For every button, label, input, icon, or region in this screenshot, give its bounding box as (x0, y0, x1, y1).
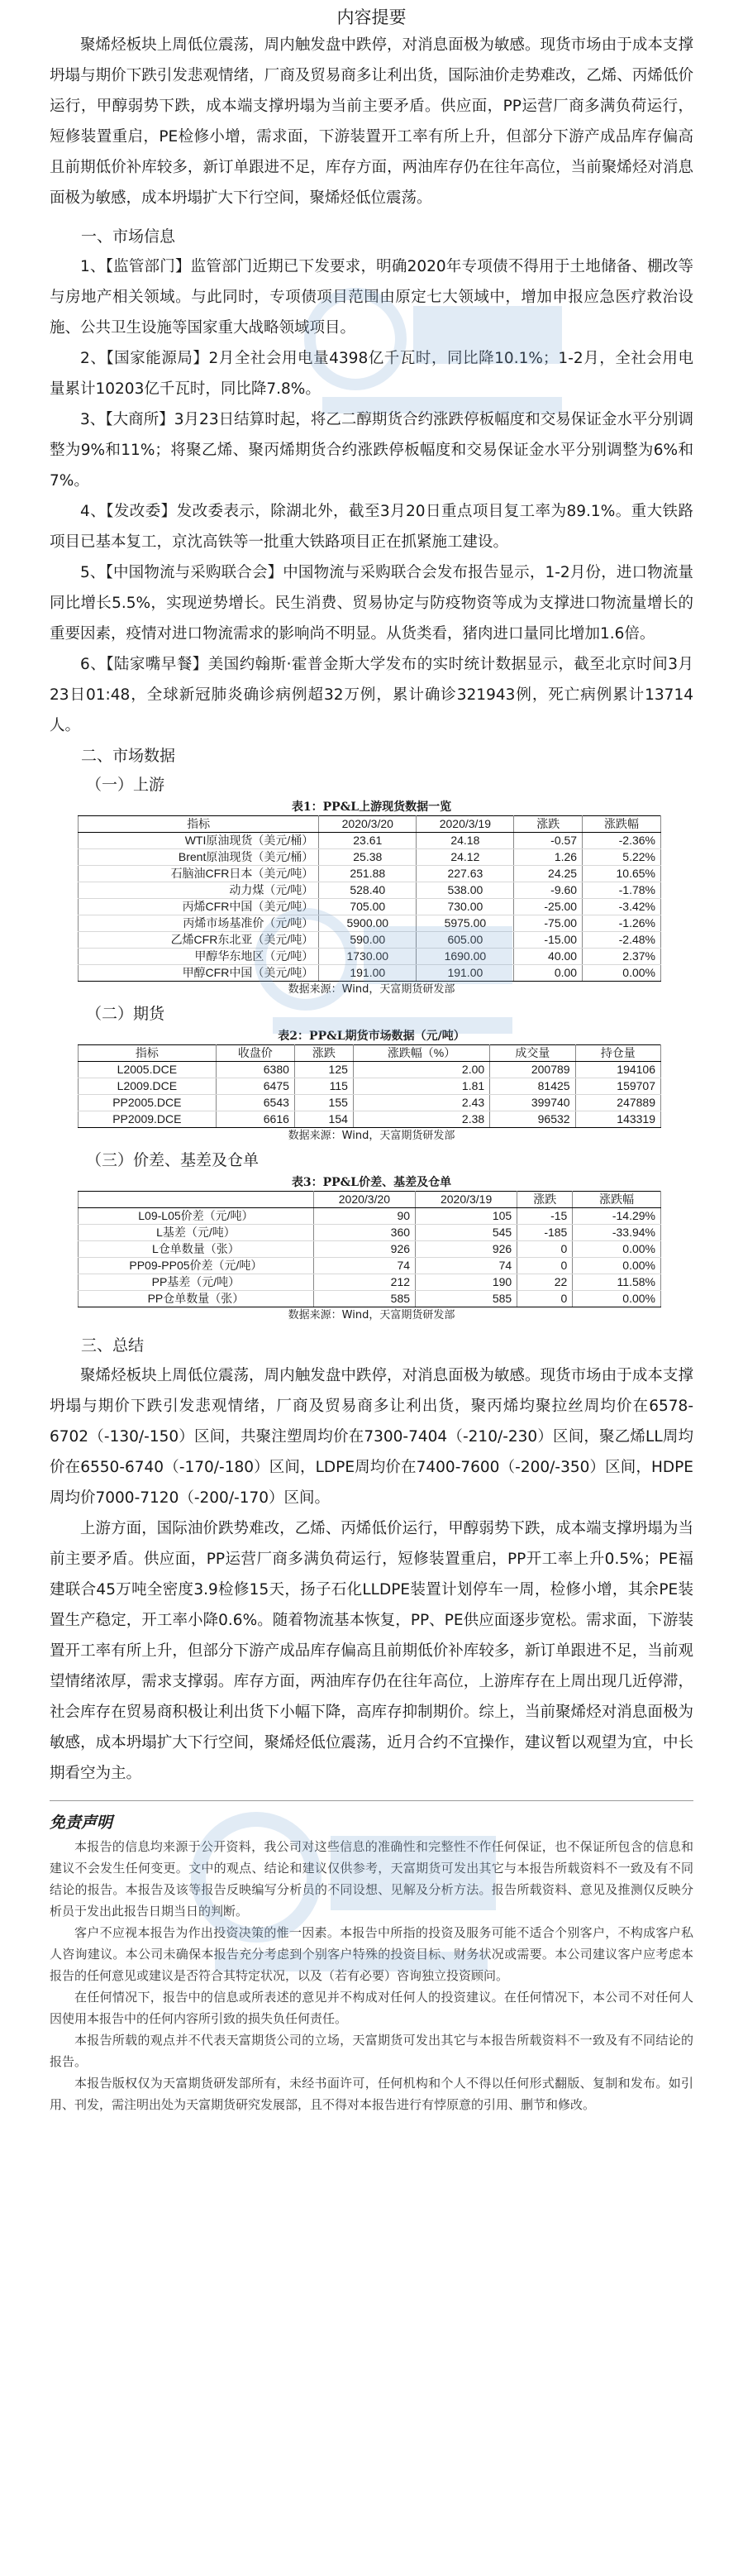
table-cell: -2.36% (583, 833, 661, 849)
data-source: 数据来源：Wind，天富期货研发部 (288, 1130, 455, 1142)
column-header: 收盘价 (216, 1045, 294, 1062)
table-cell: 545 (416, 1225, 517, 1241)
table-cell: 1.81 (353, 1078, 489, 1095)
market-info-item: 2、【国家能源局】2月全社会用电量4398亿千瓦时，同比降10.1%；1-2月，全社会用电量累计10203亿千瓦时，同比降7.8%。 (50, 350, 693, 398)
data-source: 数据来源：Wind，天富期货研发部 (288, 983, 455, 996)
table-cell: 22 (517, 1274, 573, 1291)
table-cell: -9.60 (514, 882, 583, 899)
table-row (79, 882, 661, 899)
table-row (79, 1258, 661, 1274)
column-header: 指标 (79, 816, 319, 833)
table-cell: 6380 (216, 1062, 294, 1078)
table-cell: PP09-PP05价差（元/吨） (79, 1258, 314, 1274)
table-row (79, 932, 661, 949)
table-cell: 191.00 (319, 965, 417, 982)
table-row (79, 949, 661, 965)
disclaimer-heading: 免责声明 (50, 1814, 113, 1832)
table-row (79, 1095, 661, 1111)
table-cell: 0.00% (583, 965, 661, 982)
table-cell: 6475 (216, 1078, 294, 1095)
subheading-futures: （二）期货 (86, 1005, 165, 1023)
table-cell: 1690.00 (417, 949, 514, 965)
table-cell: 115 (294, 1078, 353, 1095)
table-cell: 74 (313, 1258, 415, 1274)
table-cell: 1730.00 (319, 949, 417, 965)
table-cell: 247889 (575, 1095, 660, 1111)
table-row (79, 866, 661, 882)
table-cell: 24.18 (417, 833, 514, 849)
table-cell: PP2005.DCE (79, 1095, 217, 1111)
disclaimer-paragraph: 本报告的信息均来源于公开资料，我公司对这些信息的准确性和完整性不作任何保证，也不保证所包含的信息和建议不会发生任何变更。文中的观点、结论和建议仅供参考，天富期货可发出其它与本报告所载资料不一致及有不同结论的报告。本报告及该等报告反映编写分析员的不同设想、见解及分析方法。报告所载资料、意见及推测仅反映分析员于发出此报告日期当日的判断。 (50, 1839, 693, 1919)
table-cell: 11.58% (573, 1274, 661, 1291)
table-cell: 74 (416, 1258, 517, 1274)
table-cell: 191.00 (417, 965, 514, 982)
table-cell: 125 (294, 1062, 353, 1078)
column-header: 2020/3/19 (417, 816, 514, 833)
summary-conclusion-paragraph: 聚烯烃板块上周低位震荡，周内触发盘中跌停，对消息面极为敏感。现货市场由于成本支撑坍塌与期价下跌引发悲观情绪，厂商及贸易商多让利出货，聚丙烯均聚拉丝周均价在6578-6702（-130/-150）区间，共聚注塑周均价在7300-7404（-210/-230）区间，聚乙烯LL周均价在6550-6740（-170/-180）区间，LDPE周均价在7400-7600（-200/-350）区间，HDPE周均价7000-7120（-200/-170）区间。 (50, 1367, 693, 1507)
table-cell: 2.00 (353, 1062, 489, 1078)
table-cell: 730.00 (417, 899, 514, 915)
table-cell: 2.38 (353, 1111, 489, 1128)
table-cell: 585 (313, 1291, 415, 1307)
disclaimer-paragraph: 客户不应视本报告为作出投资决策的惟一因素。本报告中所指的投资及服务可能不适合个别客户，不构成客户私人咨询建议。本公司未确保本报告充分考虑到个别客户特殊的投资目标、财务状况或需要。本公司建议客户应考虑本报告的任何意见或建议是否符合其特定状况，以及（若有必要）咨询独立投资顾问。 (50, 1925, 693, 1983)
table-cell: 0 (517, 1258, 573, 1274)
column-header: 2020/3/20 (319, 816, 417, 833)
summary-paragraph: 聚烯烃板块上周低位震荡，周内触发盘中跌停，对消息面极为敏感。现货市场由于成本支撑坍塌与期价下跌引发悲观情绪，厂商及贸易商多让利出货，国际油价走势难改，乙烯、丙烯低价运行，甲醇弱势下跌，成本端支撑坍塌为当前主要矛盾。供应面，PP运营厂商多满负荷运行，短修装置重启，PE检修小增，需求面，下游装置开工率有所上升，但部分下游产成品库存偏高且前期低价补库较多，新订单跟进不足，库存方面，两油库存仍在往年高位，当前聚烯烃对消息面极为敏感，成本坍塌扩大下行空间，聚烯烃低位震荡。 (50, 36, 693, 207)
table-cell: 甲醇华东地区（元/吨） (79, 949, 319, 965)
table-row (79, 899, 661, 915)
futures-table (78, 1044, 661, 1128)
table-cell: 丙烯CFR中国（美元/吨） (79, 899, 319, 915)
table-cell: -3.42% (583, 899, 661, 915)
table-cell: -15.00 (514, 932, 583, 949)
table-row (79, 965, 661, 982)
table-cell: 6543 (216, 1095, 294, 1111)
table-cell: WTI原油现货（美元/桶） (79, 833, 319, 849)
table-cell: PP基差（元/吨） (79, 1274, 314, 1291)
table-cell: L2005.DCE (79, 1062, 217, 1078)
table-cell: 5975.00 (417, 915, 514, 932)
table-title-basis: 表3：PP&L价差、基差及仓单 (291, 1176, 452, 1189)
table-row (79, 1241, 661, 1258)
table-cell: 251.88 (319, 866, 417, 882)
table-row (79, 1062, 661, 1078)
table-cell: 194106 (575, 1062, 660, 1078)
market-info-item: 6、【陆家嘴早餐】美国约翰斯·霍普金斯大学发布的实时统计数据显示，截至北京时间3月23日01:48，全球新冠肺炎确诊病例超32万例，累计确诊321943例，死亡病例累计13714人。 (50, 656, 693, 734)
table-cell: 0.00 (514, 965, 583, 982)
table-cell: 40.00 (514, 949, 583, 965)
table-cell: -185 (517, 1225, 573, 1241)
table-cell: 0.00% (573, 1258, 661, 1274)
table-cell: 6616 (216, 1111, 294, 1128)
table-row (79, 1291, 661, 1307)
column-header: 涨跌幅 (573, 1192, 661, 1208)
column-header: 2020/3/20 (313, 1192, 415, 1208)
table-cell: 1.26 (514, 849, 583, 866)
column-header: 涨跌幅（%） (353, 1045, 489, 1062)
table-cell: 154 (294, 1111, 353, 1128)
column-header: 涨跌幅 (583, 816, 661, 833)
table-cell: -33.94% (573, 1225, 661, 1241)
column-header: 涨跌 (294, 1045, 353, 1062)
disclaimer-paragraph: 在任何情况下，报告中的信息或所表述的意见并不构成对任何人的投资建议。在任何情况下，本公司不对任何人因使用本报告中的任何内容所引致的损失负任何责任。 (50, 1990, 693, 2026)
table-cell: 585 (416, 1291, 517, 1307)
table-cell: 2.43 (353, 1095, 489, 1111)
table-cell: 926 (416, 1241, 517, 1258)
table-cell: 0.00% (573, 1291, 661, 1307)
table-cell: 200789 (490, 1062, 575, 1078)
column-header (79, 1192, 314, 1208)
table-cell: 143319 (575, 1111, 660, 1128)
subheading-basis: （三）价差、基差及仓单 (86, 1151, 260, 1169)
table-row (79, 833, 661, 849)
table-row (79, 849, 661, 866)
table-title-futures: 表2：PP&L期货市场数据（元/吨） (278, 1030, 465, 1043)
basis-table (78, 1191, 661, 1307)
table-cell: L2009.DCE (79, 1078, 217, 1095)
table-cell: 81425 (490, 1078, 575, 1095)
market-info-item: 5、【中国物流与采购联合会】中国物流与采购联合会发布报告显示，1-2月份，进口物流量同比增长5.5%，实现逆势增长。民生消费、贸易协定与防疫物资等成为支撑进口物流量增长的重要因素，疫情对进口物流需求的影响尚不明显。从货类看，猪肉进口量同比增加1.6倍。 (50, 564, 693, 643)
table-cell: 0 (517, 1291, 573, 1307)
disclaimer-paragraph: 本报告版权仅为天富期货研发部所有，未经书面许可，任何机构和个人不得以任何形式翻版、复制和发布。如引用、刊发，需注明出处为天富期货研究发展部，且不得对本报告进行有悖原意的引用、删节和修改。 (50, 2076, 693, 2112)
table-cell: 乙烯CFR东北亚（美元/吨） (79, 932, 319, 949)
market-info-item: 3、【大商所】3月23日结算时起，将乙二醇期货合约涨跌停板幅度和交易保证金水平分别调整为9%和11%；将聚乙烯、聚丙烯期货合约涨跌停板幅度和交易保证金水平分别调整为6%和7%。 (50, 411, 693, 490)
table-cell: 705.00 (319, 899, 417, 915)
table-cell: PP仓单数量（张） (79, 1291, 314, 1307)
table-cell: 212 (313, 1274, 415, 1291)
table-cell: 23.61 (319, 833, 417, 849)
table-cell: 0 (517, 1241, 573, 1258)
section-heading-summary: 三、总结 (81, 1336, 145, 1355)
column-header: 成交量 (490, 1045, 575, 1062)
table-cell: PP2009.DCE (79, 1111, 217, 1128)
column-header: 2020/3/19 (416, 1192, 517, 1208)
table-cell: 动力煤（元/吨） (79, 882, 319, 899)
table-cell: 5.22% (583, 849, 661, 866)
table-cell: 605.00 (417, 932, 514, 949)
table-row (79, 1208, 661, 1225)
table-cell: 2.37% (583, 949, 661, 965)
table-cell: 926 (313, 1241, 415, 1258)
table-title-upstream: 表1：PP&L上游现货数据一览 (291, 801, 452, 814)
table-cell: 96532 (490, 1111, 575, 1128)
summary-conclusion-paragraph: 上游方面，国际油价跌势难改，乙烯、丙烯低价运行，甲醇弱势下跌，成本端支撑坍塌为当前主要矛盾。供应面，PP运营厂商多满负荷运行，短修装置重启，PP开工率上升0.5%；PE福建联合45万吨全密度3.9检修15天，扬子石化LLDPE装置计划停车一周，检修小增，其余PE装置生产稳定，开工率小降0.6%。随着物流基本恢复，PP、PE供应面逐步宽松。需求面，下游装置开工率有所上升，但部分下游产成品库存偏高且前期低价补库较多，新订单跟进不足，当前观望情绪浓厚，需求支撑弱。库存方面，两油库存仍在往年高位，上游库存在上周出现几近停滞，社会库存在贸易商积极让利出货下小幅下降，高库存抑制期价。综上，当前聚烯烃对消息面极为敏感，成本坍塌扩大下行空间，聚烯烃低位震荡，近月合约不宜操作，建议暂以观望为宜，中长期看空为主。 (50, 1520, 693, 1782)
table-cell: 105 (416, 1208, 517, 1225)
subheading-upstream: （一）上游 (86, 776, 165, 794)
upstream-table (78, 815, 661, 982)
table-cell: 丙烯市场基准价（元/吨） (79, 915, 319, 932)
table-cell: -14.29% (573, 1208, 661, 1225)
table-cell: 24.12 (417, 849, 514, 866)
table-cell: 159707 (575, 1078, 660, 1095)
table-row (79, 1225, 661, 1241)
table-cell: 5900.00 (319, 915, 417, 932)
table-cell: -2.48% (583, 932, 661, 949)
table-cell: 24.25 (514, 866, 583, 882)
column-header: 涨跌 (514, 816, 583, 833)
table-cell: 10.65% (583, 866, 661, 882)
table-cell: 155 (294, 1095, 353, 1111)
divider (50, 1800, 693, 1801)
table-cell: 0.00% (573, 1241, 661, 1258)
table-cell: 甲醇CFR中国（美元/吨） (79, 965, 319, 982)
table-cell: L仓单数量（张） (79, 1241, 314, 1258)
table-row (79, 1111, 661, 1128)
table-cell: Brent原油现货（美元/桶） (79, 849, 319, 866)
table-cell: 399740 (490, 1095, 575, 1111)
table-cell: 590.00 (319, 932, 417, 949)
table-row (79, 1078, 661, 1095)
table-cell: L09-L05价差（元/吨） (79, 1208, 314, 1225)
market-info-item: 4、【发改委】发改委表示，除湖北外，截至3月20日重点项目复工率为89.1%。重大铁路项目已基本复工，京沈高铁等一批重大铁路项目正在抓紧施工建设。 (50, 503, 693, 551)
column-header: 涨跌 (517, 1192, 573, 1208)
data-source: 数据来源：Wind，天富期货研发部 (288, 1309, 455, 1321)
column-header: 持仓量 (575, 1045, 660, 1062)
market-info-item: 1、【监管部门】监管部门近期已下发要求，明确2020年专项债不得用于土地储备、棚改等与房地产相关领域。与此同时，专项债项目范围由原定七大领域中，增加申报应急医疗救治设施、公共卫生设施等国家重大战略领域项目。 (50, 258, 693, 337)
table-row (79, 915, 661, 932)
table-cell: 石脑油CFR日本（美元/吨） (79, 866, 319, 882)
table-cell: -25.00 (514, 899, 583, 915)
table-row (79, 1274, 661, 1291)
table-cell: 227.63 (417, 866, 514, 882)
table-cell: -15 (517, 1208, 573, 1225)
table-cell: 90 (313, 1208, 415, 1225)
table-cell: -1.26% (583, 915, 661, 932)
section-heading-market-data: 二、市场数据 (81, 747, 176, 765)
table-cell: 25.38 (319, 849, 417, 866)
page-title: 内容提要 (336, 7, 407, 27)
table-cell: 190 (416, 1274, 517, 1291)
table-cell: 538.00 (417, 882, 514, 899)
table-cell: -1.78% (583, 882, 661, 899)
section-heading-market-info: 一、市场信息 (81, 227, 176, 246)
disclaimer-paragraph: 本报告所载的观点并不代表天富期货公司的立场，天富期货可发出其它与本报告所载资料不一致及有不同结论的报告。 (50, 2033, 693, 2069)
table-cell: -0.57 (514, 833, 583, 849)
table-cell: -75.00 (514, 915, 583, 932)
table-cell: 528.40 (319, 882, 417, 899)
table-cell: 360 (313, 1225, 415, 1241)
table-cell: L基差（元/吨） (79, 1225, 314, 1241)
column-header: 指标 (79, 1045, 217, 1062)
